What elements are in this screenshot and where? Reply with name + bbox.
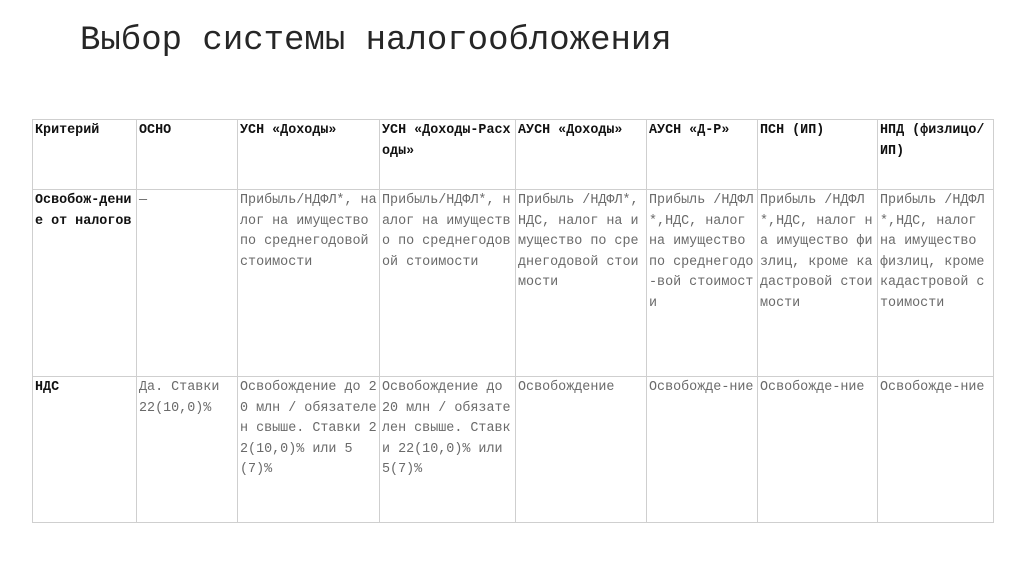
table-header-row — [33, 120, 994, 190]
table-cell: Прибыль/НДФЛ*, налог на имущество по среднегодовой стоимости — [380, 190, 516, 377]
table-cell: — — [137, 190, 238, 377]
page-title: Выбор системы налогообложения — [80, 22, 672, 60]
table-cell: Прибыль /НДФЛ*,НДС, налог на имущество физлиц, кроме кадастровой стоимости — [878, 190, 994, 377]
column-header-criterion: Критерий — [33, 120, 137, 190]
table-cell: Освобожде-ние — [647, 377, 758, 523]
row-label-vat: НДС — [33, 377, 137, 523]
column-header-usn-income: УСН «Доходы» — [238, 120, 380, 190]
column-header-ausn-income: АУСН «Доходы» — [516, 120, 647, 190]
column-header-ausn-ie: АУСН «Д-Р» — [647, 120, 758, 190]
column-header-osno: ОСНО — [137, 120, 238, 190]
table-cell: Прибыль/НДФЛ*, налог на имущество по среднегодовой стоимости — [238, 190, 380, 377]
tax-systems-table — [32, 119, 994, 523]
table-cell: Прибыль /НДФЛ*,НДС, налог на имущество физлиц, кроме кадастровой стоимости — [758, 190, 878, 377]
table-row — [33, 190, 994, 377]
column-header-psn: ПСН (ИП) — [758, 120, 878, 190]
table-cell: Да. Ставки 22(10,0)% — [137, 377, 238, 523]
table-cell: Освобождение — [516, 377, 647, 523]
table-row — [33, 377, 994, 523]
table-cell: Освобождение до 20 млн / обязателен свыше. Ставки 22(10,0)% или 5(7)% — [380, 377, 516, 523]
row-label-tax-exemption: Освобож-дение от налогов — [33, 190, 137, 377]
table-cell: Прибыль /НДФЛ*,НДС, налог на имущество по среднегодовой стоимости — [516, 190, 647, 377]
table-cell: Освобождение до 20 млн / обязателен свыше. Ставки 22(10,0)% или 5 (7)% — [238, 377, 380, 523]
table-cell: Освобожде-ние — [758, 377, 878, 523]
column-header-npd: НПД (физлицо/ ИП) — [878, 120, 994, 190]
table-cell: Прибыль /НДФЛ*,НДС, налог на имущество по среднегодо -вой стоимости — [647, 190, 758, 377]
column-header-usn-income-expenses: УСН «Доходы-Расходы» — [380, 120, 516, 190]
table-cell: Освобожде-ние — [878, 377, 994, 523]
